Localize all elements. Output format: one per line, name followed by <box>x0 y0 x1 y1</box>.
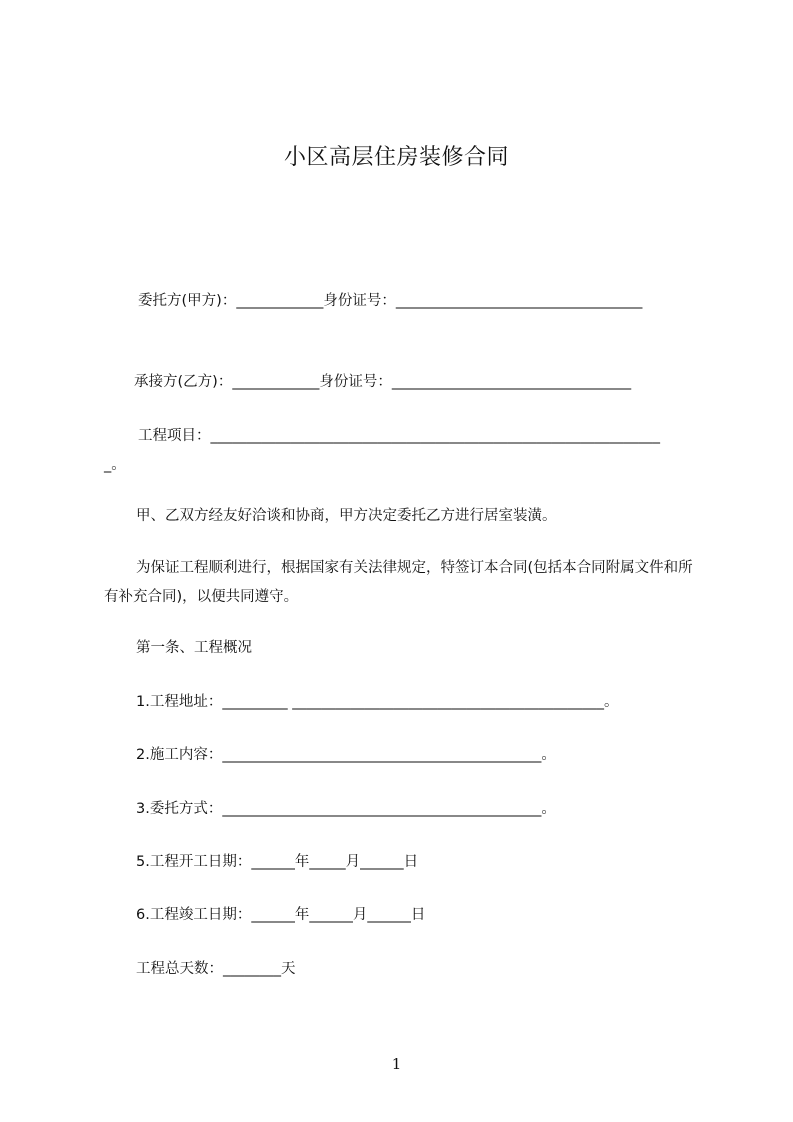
item-project-address: 1.工程地址：_________ ___________________________________________。 <box>136 694 619 710</box>
item-start-date: 5.工程开工日期：______年_____月______日 <box>136 854 419 870</box>
party-b-line: 承接方(乙方)：____________身份证号：_________________________________ <box>134 374 632 390</box>
project-line: 工程项目：______________________________________________________________ <box>138 428 660 444</box>
basis-paragraph: 为保证工程顺利进行，根据国家有关法律规定，特签订本合同(包括本合同附属文件和所有补充合同)，以便共同遵守。 <box>104 560 693 605</box>
item-construction-content: 2.施工内容：____________________________________________。 <box>136 747 556 763</box>
article-1-heading: 第一条、工程概况 <box>136 640 252 656</box>
item-commission-method: 3.委托方式：____________________________________________。 <box>136 801 556 817</box>
page-number: 1 <box>391 1055 402 1073</box>
intro-paragraph: 甲、乙双方经友好洽谈和协商，甲方决定委托乙方进行居室装潢。 <box>136 508 557 524</box>
party-a-line: 委托方(甲方)：____________身份证号：__________________________________ <box>138 293 643 309</box>
item-completion-date: 6.工程竣工日期：______年______月______日 <box>136 907 426 923</box>
project-line-continued: _。 <box>104 457 126 473</box>
item-total-days: 工程总天数：________天 <box>136 961 296 977</box>
document-title: 小区高层住房装修合同 <box>283 145 509 170</box>
